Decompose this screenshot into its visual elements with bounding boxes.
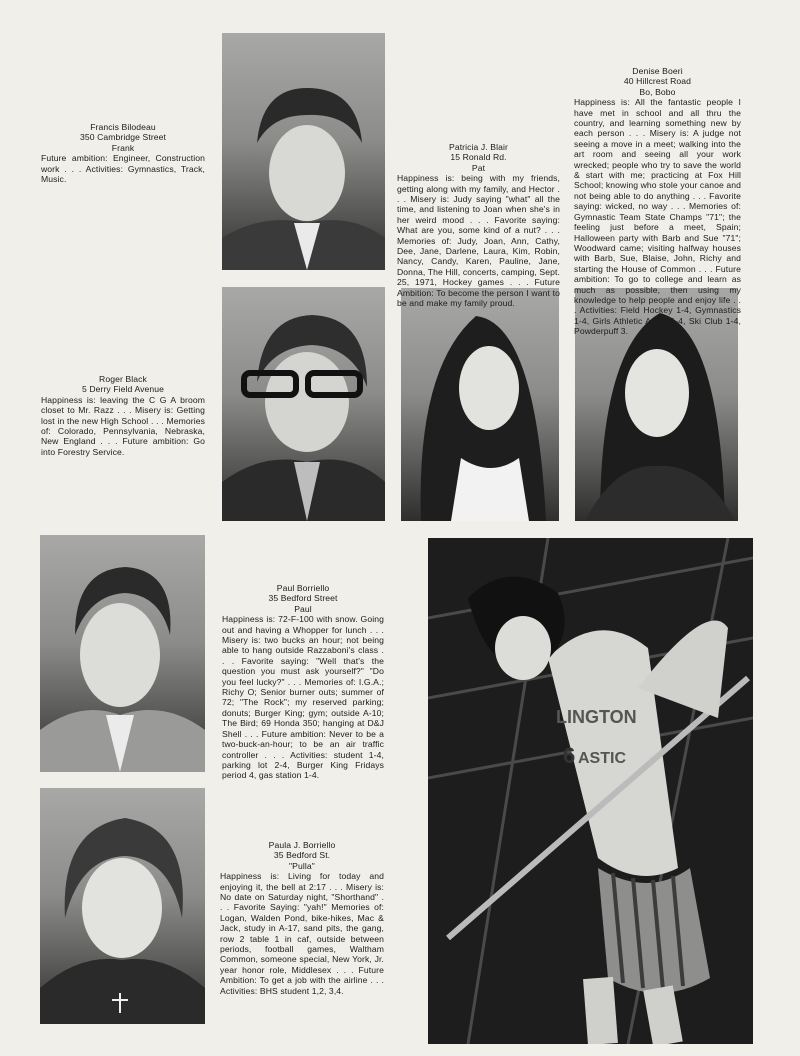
student-address: 35 Bedford St. (273, 850, 331, 861)
student-nickname: "Pulla" (289, 860, 315, 871)
student-name: Roger Black (99, 374, 147, 384)
student-address: 35 Bedford Street (268, 593, 338, 604)
bio-denise-boeri (574, 66, 741, 337)
student-name: Paul Borriello (276, 583, 330, 593)
gymnast-action-photo (428, 538, 753, 1044)
student-bio-text: Happiness is: being with my friends, getting along with my family, and Hector . . . Misery is: Judy saying "what" all the time, and listening to Joan when she's in her weird mood . . . Favorite saying: What are you, some kind of a nut? . . . Memories of: Judy, Joan, Ann, Cathy, Dee, Jane, Darlene, Laura, Kim, Robin, Nancy, Candy, Karen, Pauline, Jane, Donna, The Hill, concerts, camping, Sept. 25, 1971, Hockey games . . . Future Ambition: To become the person I want to be and make my family proud. (397, 173, 560, 309)
portrait-francis-bilodeau (222, 33, 385, 270)
bio-paula-j-borriello (220, 840, 384, 996)
student-bio-text: Happiness is: 72-F-100 with snow. Going out and having a Whopper for lunch . . . Misery is: two bucks an hour; not being able to hang outside Razzaboni's class . . . Favorite saying: "Well that's the question you must ask yourself?" "Do you feel lucky?" . . . Memories of: I.G.A.; Richy O; Senior burner outs; summer of 72; "The Rock"; my reserved parking; donuts; Burger King; gym; outside A-10; The Bird; 69 Honda 350; hanging at D&J Shell . . . Future ambition: Never to be a two-buck-an-hour; to be an air traffic controller . . . Activities: student 1-4, parking lot 2-4, Burger King Fridays period 4, gas station 1-4. (222, 614, 384, 781)
shirt-number: 6 (563, 743, 576, 768)
shirt-text-2: ASTIC (578, 750, 626, 767)
student-nickname: Bo, Bobo (639, 86, 676, 97)
shirt-text: LINGTON (556, 707, 637, 727)
student-name: Denise Boeri (632, 66, 683, 76)
student-nickname: Frank (111, 142, 135, 153)
bio-roger-black (41, 374, 205, 457)
bio-francis-bilodeau (41, 122, 205, 184)
student-bio-text: Future ambition: Engineer, Construction work . . . Activities: Gymnastics, Track, Music. (41, 153, 205, 185)
portrait-paula-j-borriello (40, 788, 205, 1024)
portrait-patricia-j-blair (401, 288, 559, 521)
student-address: 15 Ronald Rd. (450, 152, 507, 163)
student-bio-text: Happiness is: leaving the C G A broom closet to Mr. Razz . . . Misery is: Getting lost in the new High School . . . Memories of: Colorado, Pennsylvania, Nebraska, New England . . . Future ambition: Go into Forestry Service. (41, 394, 205, 457)
portrait-paul-borriello (40, 535, 205, 772)
student-name: Paula J. Borriello (268, 840, 336, 850)
student-address: 40 Hillcrest Road (623, 76, 692, 87)
bio-paul-borriello (222, 583, 384, 781)
student-nickname: Pat (471, 162, 486, 173)
student-name: Patricia J. Blair (448, 142, 508, 152)
bio-patricia-j-blair (397, 142, 560, 309)
portrait-roger-black (222, 287, 385, 521)
student-name: Francis Bilodeau (90, 122, 156, 132)
student-address: 350 Cambridge Street (79, 132, 167, 143)
student-address: 5 Derry Field Avenue (81, 384, 165, 395)
student-bio-text: Happiness is: Living for today and enjoying it, the bell at 2:17 . . . Misery is: No date on Saturday night, "Shorthand" . . . Favorite Saying: "yah!" Memories of: Logan, Walden Pond, bike-hikes, Mac & Jack, study in A-17, sand pits, the gang, row 2 table 1 in caf, outside between periods, football games, Waltham Common, someone special, New York, Jr. year honor role, Middlesex . . . Future Ambition: To get a job with the airline . . . Activities: BHS student 1,2, 3,4. (220, 871, 384, 996)
student-bio-text: Happiness is: All the fantastic people I have met in school and all thru the country, and learning something new by each person . . . Misery is: A judge not seeing a move in a meet; walking into the art room and seeing all your work wrecked; people who try to save the world & start with me; practicing at Fox Hill School; knowing who stole your canoe and not being able to do anything . . . Favorite saying: wicked, no way . . . Memories of: Gymnastic Team State Champs "71"; the feeling just before a meet, Spain; Halloween party with Barb and Sue "71"; Woodward came; visiting halfway houses with Barb, Sue, Blaise, John, Richy and starting the House of Common . . . Future ambition: To go to college and learn as much as possible, then using my knowledge to help people and enjoy life . . . Activities: Field Hockey 1-4, Gymnastics 1-4, Girls Athletic Asso. 1-4, Ski Club 1-4, Powderpuff 3. (574, 97, 741, 337)
student-nickname: Paul (294, 603, 312, 614)
